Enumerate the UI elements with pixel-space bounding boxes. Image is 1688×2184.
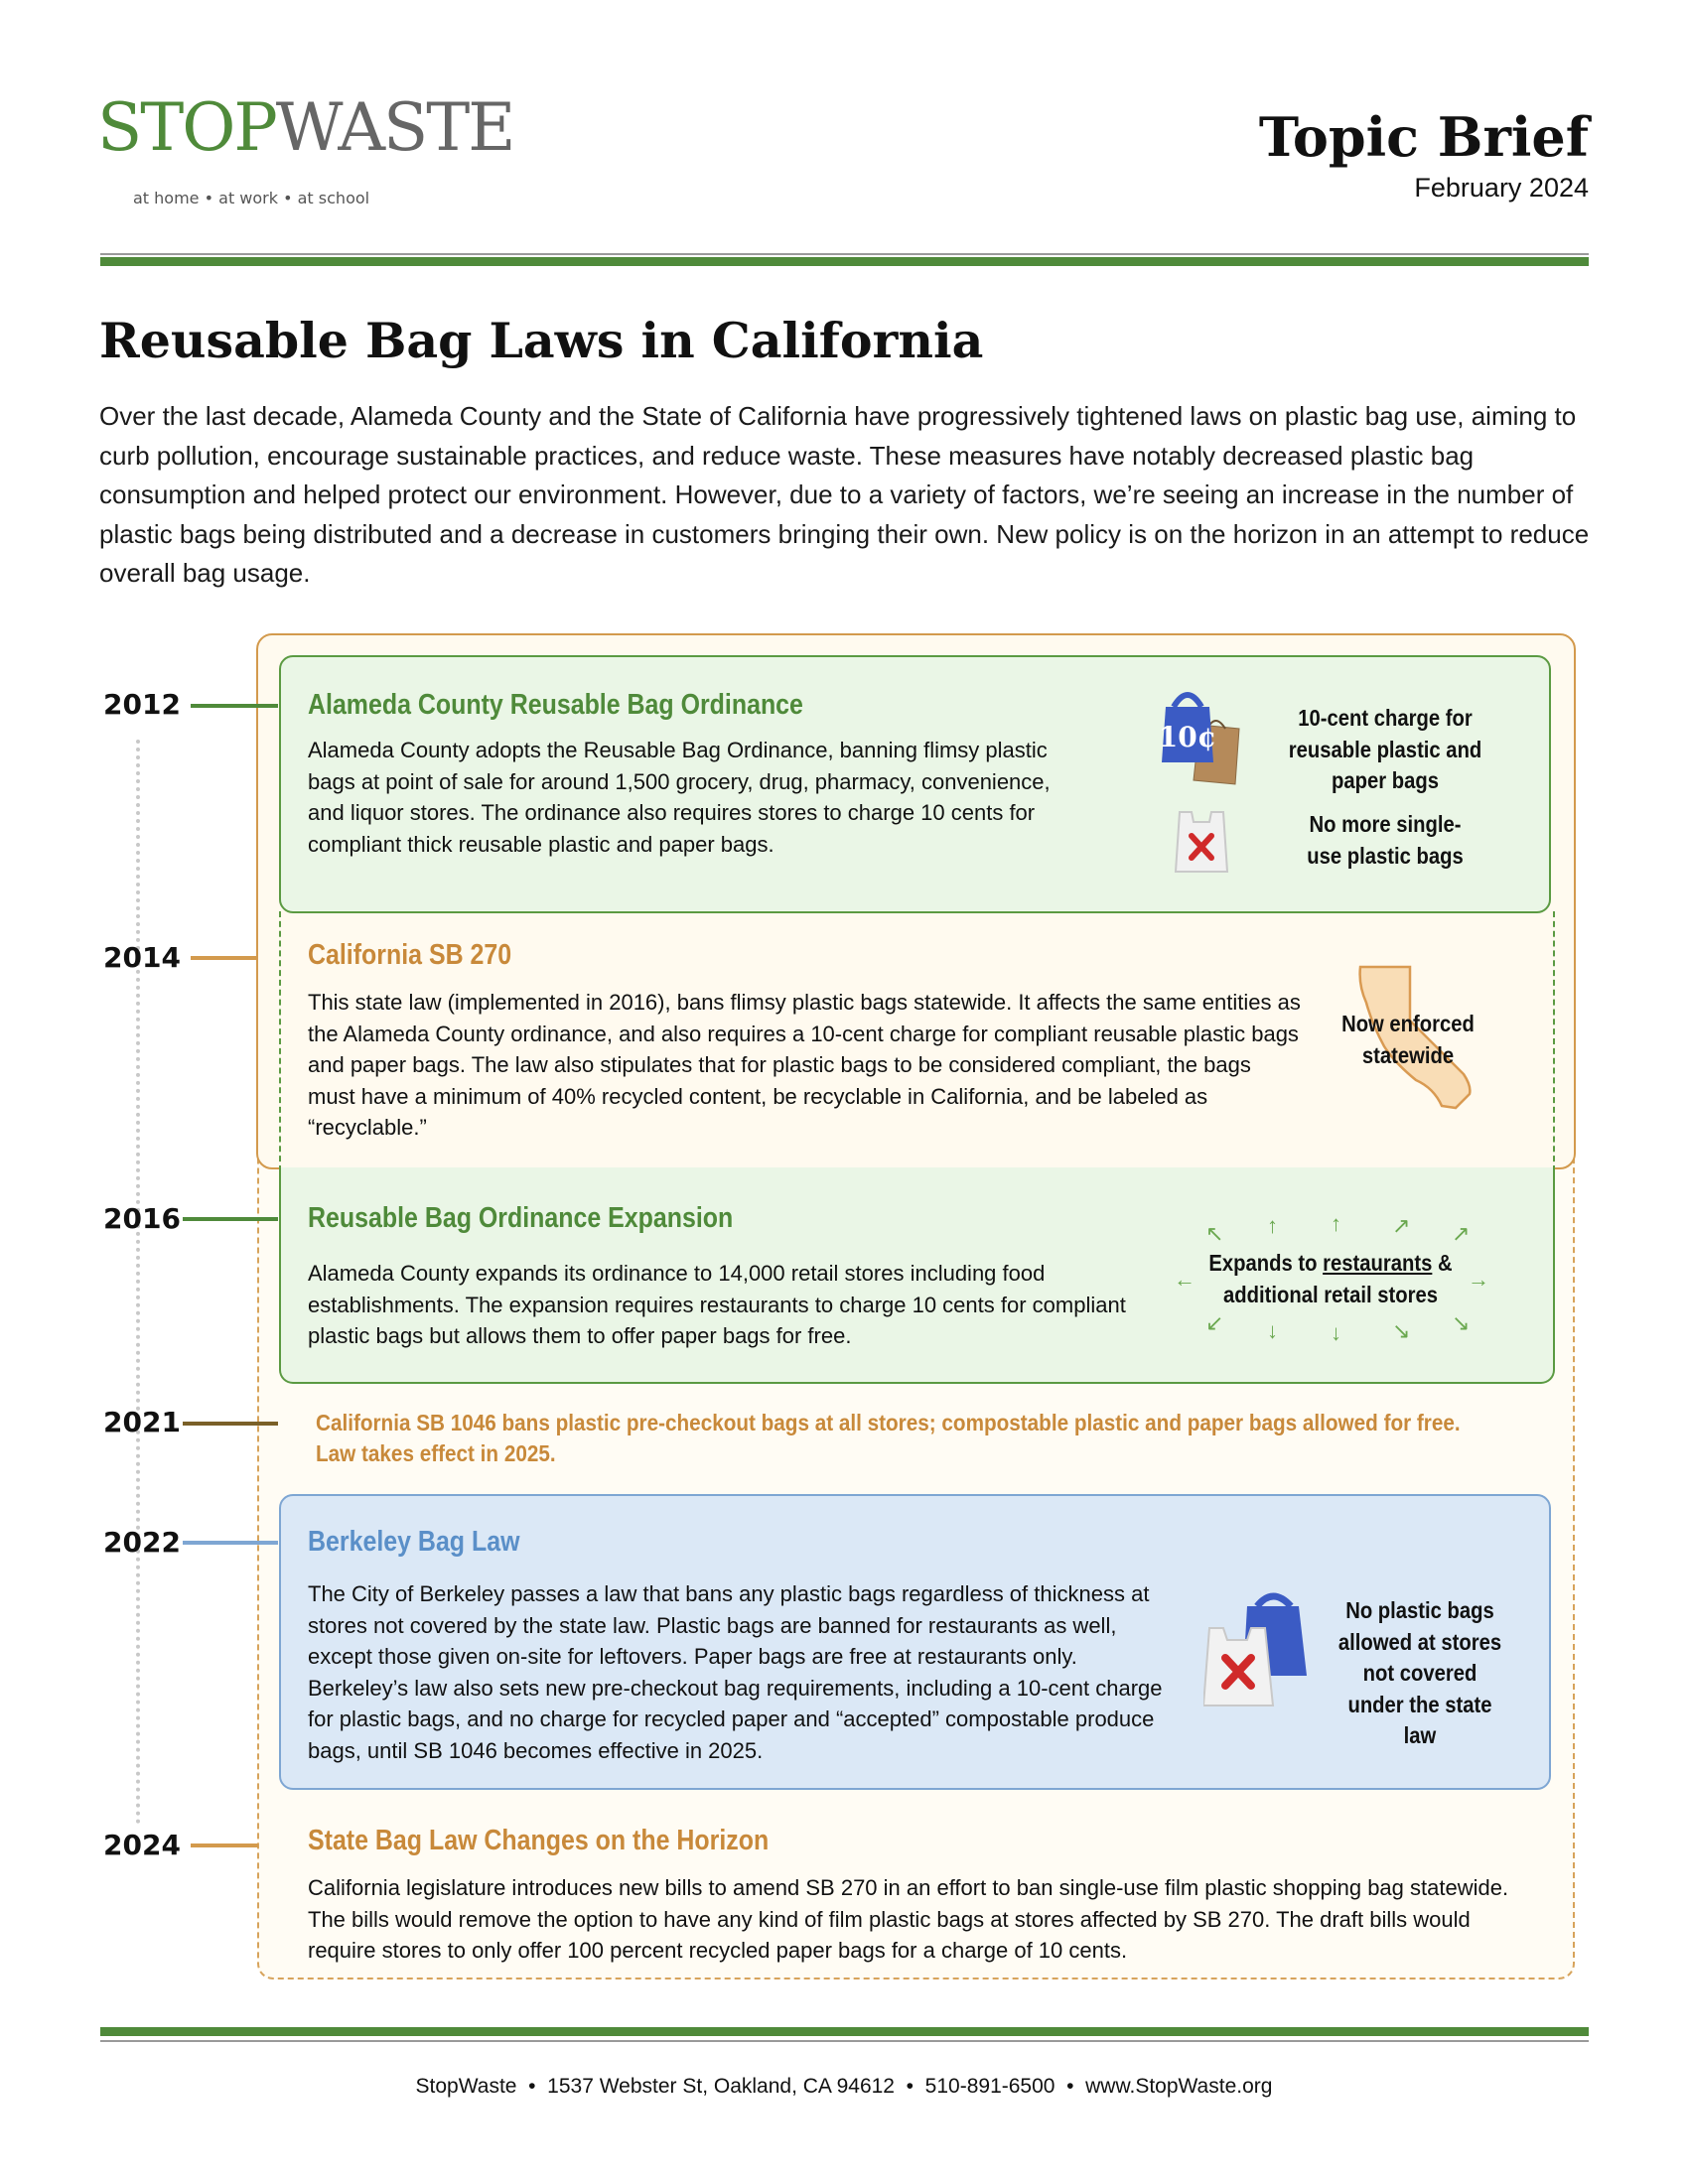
tick-2012 (191, 704, 278, 708)
stopwaste-logo (97, 89, 514, 214)
logo-wordmark (97, 89, 514, 166)
label-2016-post: & (1432, 1250, 1453, 1276)
header-rule-thin (100, 253, 1589, 255)
body-2024: California legislature introduces new bills to amend SB 270 in an effort to ban single-use film plastic shopping bag statewide. The bills would remove the option to have any kind of film plastic bags at stores affected by SB 270. The draft bills would require stores to only offer 100 percent recycled paper bags for a charge of 10 cents. (308, 1875, 1509, 1963)
body-2016: Alameda County expands its ordinance to 14,000 retail stores including food establishments. The expansion requires restaurants to charge 10 cents for compliant plastic bags but allows them to offer paper bags for free. (308, 1261, 1126, 1348)
tick-2024 (191, 1843, 258, 1847)
footer-rule-thick (100, 2027, 1589, 2036)
label-2014-map: Now enforced statewide (1341, 1011, 1475, 1068)
reusable-bag-icon (1160, 685, 1243, 788)
note-2021-line2: Law takes effect in 2025. (316, 1440, 556, 1466)
year-2016: 2016 (103, 1202, 181, 1235)
intro-paragraph: Over the last decade, Alameda County and the State of California have progressively tightened laws on plastic bag use, aiming to curb pollution, encourage sustainable practices, and reduce waste. These measures have notably decreased plastic bag consumption and helped protect our environment. However, due to a variety of factors, we’re seeing an increase in the number of plastic bags being distributed and a decrease in customers bringing their own. New policy is on the horizon in an attempt to reduce overall bag usage. (99, 401, 1590, 588)
title-2022: Berkeley Bag Law (308, 1526, 520, 1558)
footer-rule-thin (100, 2040, 1589, 2042)
title-2014: California SB 270 (308, 939, 512, 971)
tick-2022 (183, 1541, 278, 1545)
doc-date: February 2024 (1414, 173, 1589, 203)
label-2016-expand (1208, 1248, 1453, 1310)
timeline-dotted-axis (136, 740, 140, 1825)
year-2022: 2022 (103, 1526, 181, 1559)
label-2012-ban: No more single-use plastic bags (1307, 811, 1464, 869)
label-2016-line2: additional retail stores (1223, 1281, 1438, 1307)
logo-tagline: at home • at work • at school (133, 189, 370, 207)
footer-contact: StopWaste • 1537 Webster St, Oakland, CA 94612 • 510-891-6500 • www.StopWaste.org (415, 2075, 1273, 2098)
body-2014: This state law (implemented in 2016), bans flimsy plastic bags statewide. It affects the same entities as the Alameda County ordinance, and also requires a 10-cent charge for compliant reusable plastic bags and paper bags. The law also stipulates that for plastic bags to be considered compliant, the bags must have a minimum of 40% recycled content, be recyclable in California, and be labeled as “recyclable.” (308, 990, 1301, 1140)
tick-2021 (183, 1422, 278, 1426)
page-title: Reusable Bag Laws in California (99, 312, 984, 369)
year-2021: 2021 (103, 1406, 181, 1438)
body-2012: Alameda County adopts the Reusable Bag Ordinance, banning flimsy plastic bags at point of sale for around 1,500 grocery, drug, pharmacy, convenience, and liquor stores. The ordinance also requires stores to charge 10 cents for compliant thick reusable plastic and paper bags. (308, 738, 1051, 857)
logo-waste: WASTE (275, 89, 514, 166)
title-2012: Alameda County Reusable Bag Ordinance (308, 689, 803, 721)
tick-2014 (191, 956, 258, 960)
tick-2016 (183, 1217, 278, 1221)
label-2012-charge: 10-cent charge for reusable plastic and paper bags (1288, 705, 1482, 793)
label-2016-restaurants: restaurants (1323, 1250, 1433, 1276)
plastic-bags-ban-icon (1203, 1592, 1313, 1711)
year-2014: 2014 (103, 941, 181, 974)
label-2022: No plastic bags allowed at stores not covered under the state law (1337, 1597, 1502, 1748)
title-2016: Reusable Bag Ordinance Expansion (308, 1202, 734, 1234)
title-2024: State Bag Law Changes on the Horizon (308, 1825, 770, 1856)
doc-type-heading: Topic Brief (1258, 105, 1589, 169)
year-2012: 2012 (103, 688, 181, 721)
body-2022: The City of Berkeley passes a law that bans any plastic bags regardless of thickness at stores not covered by the state law. Plastic bags are banned for restaurants as well, except those given on-site for leftovers. Paper bags are free at restaurants only. Berkeley’s law also sets new pre-checkout bag requirements, including a 10-cent charge for plastic bags, and no charge for recycled paper and “accepted” compostable produce bags, until SB 1046 becomes effective in 2025. (308, 1581, 1163, 1763)
header-rule-thick (100, 257, 1589, 266)
plastic-bag-ban-icon (1172, 802, 1231, 876)
expand-arrows-icon: ↖ ↑ ↑ ↗ ↗ ← → ↙ ↓ ↓ ↘ ↘ (1174, 1211, 1489, 1345)
label-2016-pre: Expands to (1208, 1250, 1324, 1276)
logo-stop: STOP (97, 89, 276, 166)
year-2024: 2024 (103, 1829, 181, 1861)
charge-badge: 10¢ (1160, 721, 1217, 753)
note-2021-line1: California SB 1046 bans plastic pre-checkout bags at all stores; compostable plastic and paper bags allowed for free. (316, 1410, 1461, 1435)
